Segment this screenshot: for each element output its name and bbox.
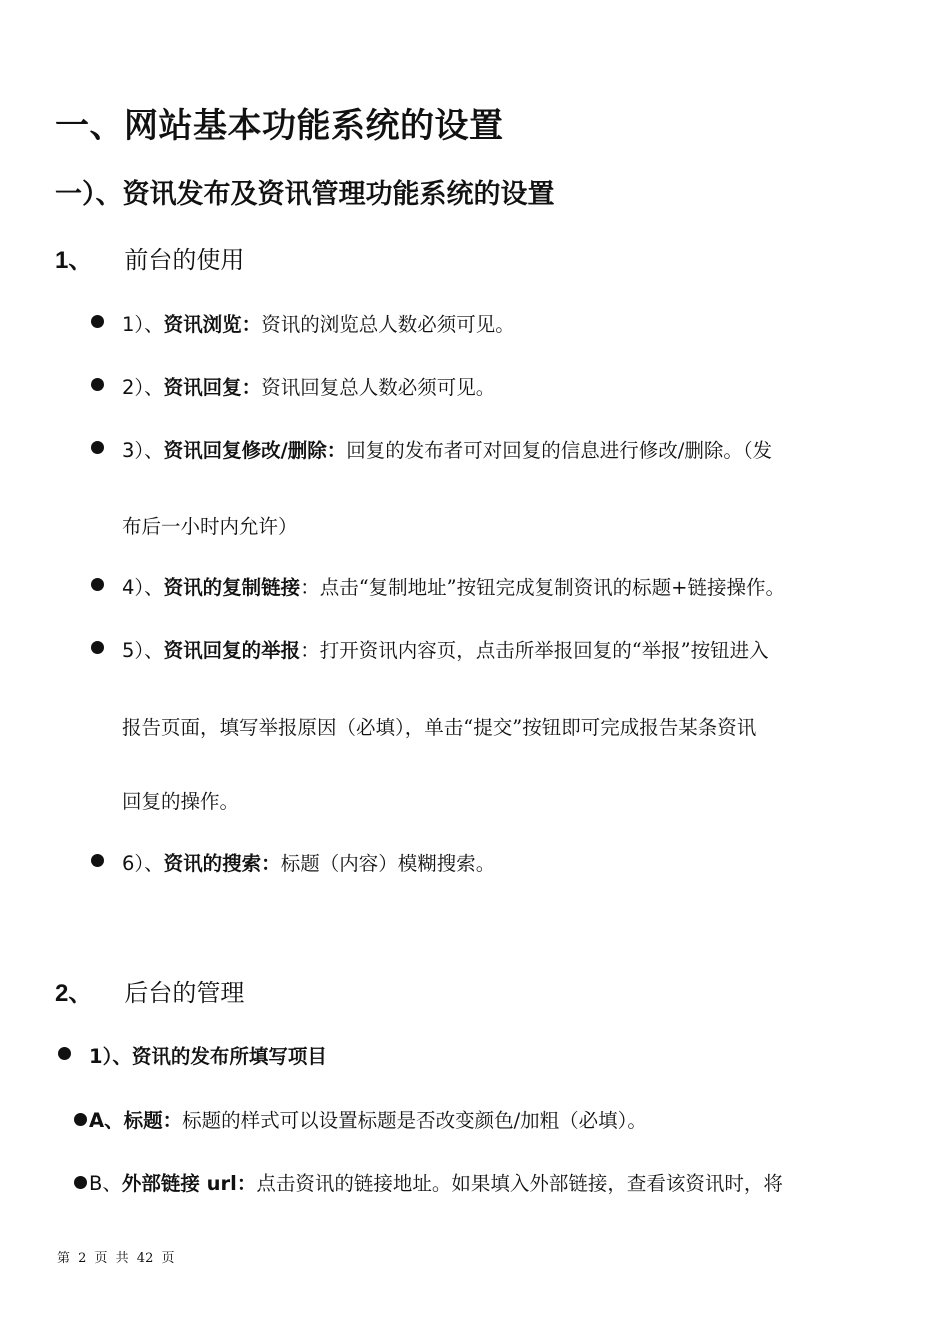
bullet-icon [91, 578, 104, 591]
part2-label: 后台的管理 [124, 979, 245, 1007]
list-item: 1）、资讯浏览：资讯的浏览总人数必须可见。 [122, 313, 515, 336]
list-item: 1）、资讯的发布所填写项目 [89, 1045, 327, 1068]
page-title: 一、网站基本功能系统的设置 [55, 106, 504, 146]
list-item: 6）、资讯的搜索：标题（内容）模糊搜索。 [122, 852, 496, 875]
list-item-continuation: 报告页面，填写举报原因（必填），单击“提交”按钮即可完成报告某条资讯 [122, 716, 757, 739]
part1-label: 前台的使用 [124, 246, 245, 274]
section-heading: 一）、资讯发布及资讯管理功能系统的设置 [55, 179, 555, 210]
bullet-icon [91, 641, 104, 654]
bullet-icon [91, 854, 104, 867]
bullet-icon [91, 441, 104, 454]
bullet-icon [91, 378, 104, 391]
bullet-icon [91, 315, 104, 328]
list-item-continuation: 回复的操作。 [122, 790, 240, 813]
page-footer: 第 2 页 共 42 页 [57, 1251, 175, 1266]
list-item: 2）、资讯回复：资讯回复总人数必须可见。 [122, 376, 496, 399]
part1-heading [55, 240, 244, 275]
list-item: 3）、资讯回复修改/删除：回复的发布者可对回复的信息进行修改/删除。（发 [122, 439, 773, 462]
list-item: 4）、资讯的复制链接：点击“复制地址”按钮完成复制资讯的标题+链接操作。 [122, 576, 785, 599]
part2-heading [55, 973, 244, 1008]
list-item-continuation: 布后一小时内允许） [122, 515, 298, 538]
part2-number: 2、 [55, 980, 93, 1007]
sub-item-b: B、外部链接 url：点击资讯的链接地址。如果填入外部链接，查看该资讯时，将 [74, 1168, 783, 1196]
sub-item-a: A、标题：标题的样式可以设置标题是否改变颜色/加粗（必填）。 [74, 1105, 647, 1133]
bullet-icon [74, 1176, 87, 1189]
bullet-icon [58, 1047, 71, 1060]
part1-number: 1、 [55, 247, 93, 274]
bullet-icon [74, 1113, 87, 1126]
list-item: 5）、资讯回复的举报：打开资讯内容页，点击所举报回复的“举报”按钮进入 [122, 639, 769, 662]
